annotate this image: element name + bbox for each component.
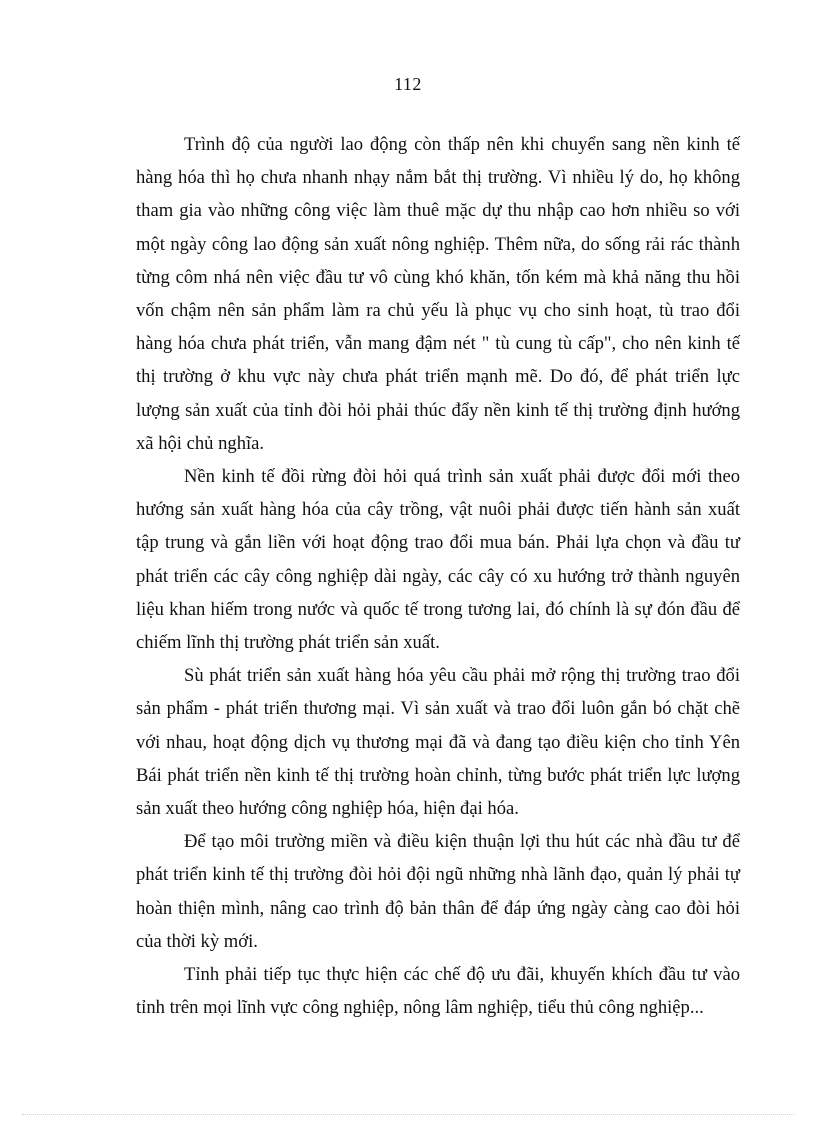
paragraph-3: Sù phát triển sản xuất hàng hóa yêu cầu phải mở rộng thị trường trao đổi sản phẩm - phát triển thương mại. Vì sản xuất và trao đổi luôn gắn bó chặt chẽ với nhau, hoạt động dịch vụ thương mại đã và đang tạo điều kiện cho tỉnh Yên Bái phát triển nền kinh tế thị trường hoàn chỉnh, từng bước phát triển lực lượng sản xuất theo hướng công nghiệp hóa, hiện đại hóa. <box>136 665 740 820</box>
paragraph-2: Nền kinh tế đồi rừng đòi hỏi quá trình sản xuất phải được đổi mới theo hướng sản xuất hàng hóa của cây trồng, vật nuôi phải được tiến hành sản xuất tập trung và gắn liền với hoạt động trao đổi mua bán. Phải lựa chọn và đầu tư phát triển các cây công nghiệp dài ngày, các cây có xu hướng trở thành nguyên liệu khan hiếm trong nước và quốc tế trong tương lai, đó chính là sự đón đầu để chiếm lĩnh thị trường phát triển sản xuất. <box>136 466 740 654</box>
body-text <box>136 128 740 1024</box>
paragraph-1: Trình độ của người lao động còn thấp nên khi chuyển sang nền kinh tế hàng hóa thì họ chưa nhanh nhạy nắm bắt thị trường. Vì nhiều lý do, họ không tham gia vào những công việc làm thuê mặc dự thu nhập cao hơn nhiều so với một ngày công lao động sản xuất nông nghiệp. Thêm nữa, do sống rải rác thành từng côm nhá nên việc đầu tư vô cùng khó khăn, tốn kém mà khả năng thu hồi vốn chậm nên sản phẩm làm ra chủ yếu là phục vụ cho sinh hoạt, tù trao đổi hàng hóa chưa phát triển, vẫn mang đậm nét " tù cung tù cấp", cho nên kinh tế thị trường ở khu vực này chưa phát triển mạnh mẽ. Do đó, để phát triển lực lượng sản xuất của tỉnh đòi hỏi phải thúc đẩy nền kinh tế thị trường định hướng xã hội chủ nghĩa. <box>136 134 740 454</box>
page-bottom-divider <box>22 1114 794 1115</box>
paragraph-4: Để tạo môi trường miền và điều kiện thuận lợi thu hút các nhà đầu tư để phát triển kinh tế thị trường đòi hỏi đội ngũ những nhà lãnh đạo, quản lý phải tự hoàn thiện mình, nâng cao trình độ bản thân để đáp ứng ngày càng cao đòi hỏi của thời kỳ mới. <box>136 831 740 952</box>
paragraph-5: Tỉnh phải tiếp tục thực hiện các chế độ ưu đãi, khuyến khích đầu tư vào tỉnh trên mọi lĩnh vực công nghiệp, nông lâm nghiệp, tiểu thủ công nghiệp... <box>136 964 740 1019</box>
page-number: 112 <box>394 74 422 94</box>
